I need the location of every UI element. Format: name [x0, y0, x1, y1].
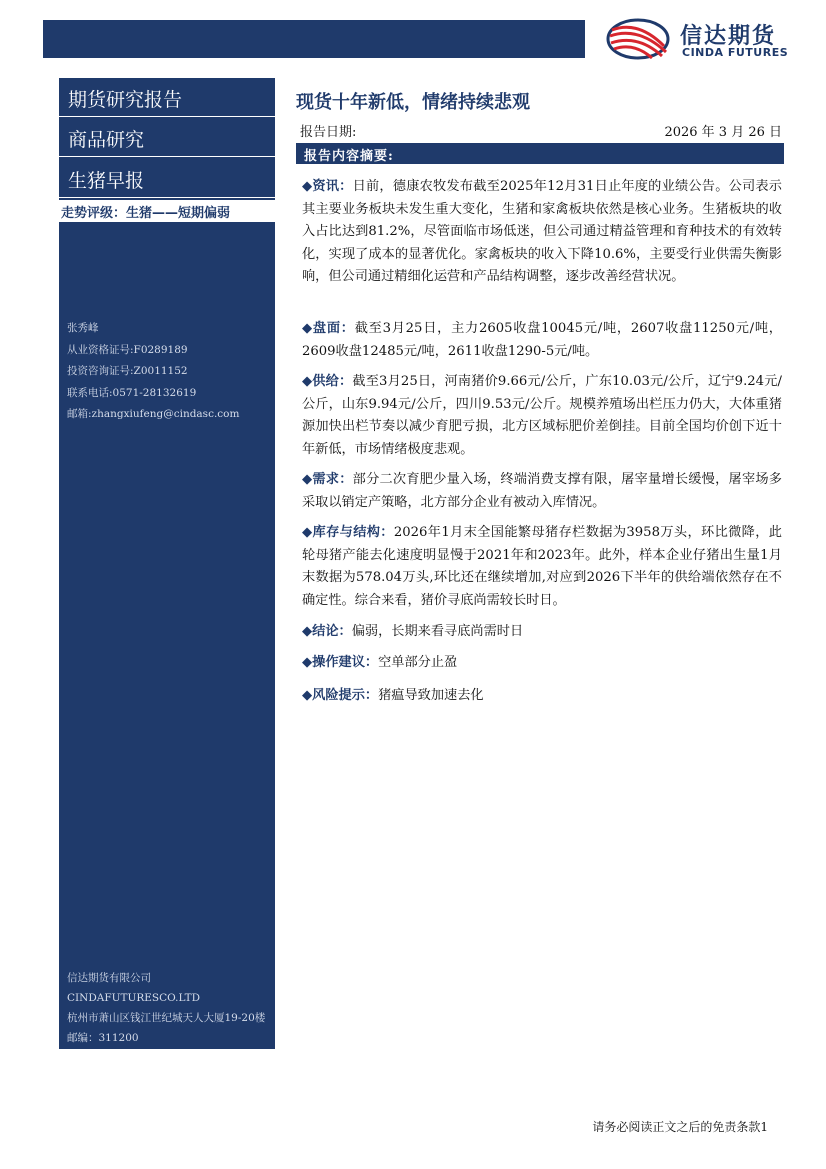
- section-heading: ◆操作建议：: [302, 655, 379, 670]
- summary-header: [296, 143, 784, 164]
- analyst-info: [67, 318, 239, 426]
- section-heading: ◆需求：: [302, 472, 353, 487]
- sidebar: [59, 78, 275, 1049]
- section-text: 偏弱，长期来看寻底尚需时日: [351, 624, 524, 639]
- company-address: 杭州市萧山区钱江世纪城天人大厦19-20楼: [67, 1012, 266, 1024]
- section-text: 日前，德康农牧发布截至2025年12月31日止年度的业绩公告。公司表示其主要业务板块未发生重大变化，生猪和家禽板块依然是核心业务。生猪板块的收入占比达到81.2%，尽管面临市场低迷，但公司通过精益管理和育种技术的有效转化，实现了成本的显著优化。家禽板块的收入下降10.6%，主要受行业供需失衡影响，但公司通过精细化运营和产品结构调整，逐步改善经营状况。: [302, 179, 782, 284]
- logo-cn: 信达期货: [680, 24, 777, 49]
- logo-en: CINDA FUTURES: [682, 46, 789, 59]
- section-text: 截至3月25日，河南猪价9.66元/公斤，广东10.03元/公斤，辽宁9.24元/公斤，山东9.94元/公斤，四川9.53元/公斤。规模养殖场出栏压力仍大，大体重猪源加快出栏节奏以减少育肥亏损，北方区域标肥价差倒挂。目前全国均价创下近十年新低，市场情绪极度悲观。: [302, 374, 782, 457]
- section-advice: [302, 652, 782, 675]
- section-text: 空单部分止盈: [378, 655, 458, 670]
- disclaimer-note: 请务必阅读正文之后的免责条款1: [592, 1120, 768, 1134]
- sidebar-item-label: 期货研究报告: [68, 89, 183, 111]
- section-heading: ◆盘面：: [302, 321, 355, 336]
- section-inventory: [302, 522, 782, 612]
- section-heading: ◆风险提示：: [302, 688, 379, 703]
- section-heading: ◆资讯：: [302, 179, 353, 194]
- company-info: [67, 968, 265, 1048]
- header-bar: [43, 20, 585, 58]
- section-risk: [302, 685, 782, 708]
- analyst-email[interactable]: 邮箱:zhangxiufeng@cindasc.com: [67, 408, 240, 420]
- section-conclusion: [302, 621, 782, 644]
- analyst-license: 从业资格证号:F0289189: [67, 343, 188, 356]
- sidebar-item-label: 商品研究: [68, 129, 145, 151]
- section-heading: ◆库存与结构：: [302, 525, 394, 540]
- section-text: 2026年1月末全国能繁母猪存栏数据为3958万头，环比微降，此轮母猪产能去化速度明显慢于2021年和2023年。此外，样本企业仔猪出生量1月末数据为578.04万头,环比还在继续增加,对应到2026下半年的供给端依然存在不确定性。综合来看，猪价寻底尚需较长时日。: [302, 525, 782, 608]
- sidebar-item-label: 生猪早报: [68, 170, 145, 192]
- sidebar-item-product: [59, 159, 275, 198]
- section-supply: [302, 371, 782, 461]
- section-heading: ◆结论：: [302, 624, 352, 639]
- page-title: 现货十年新低，情绪持续悲观: [296, 92, 530, 113]
- cinda-logo: [604, 16, 794, 62]
- section-market: [302, 318, 782, 363]
- report-date-value: 2026 年 3 月 26 日: [664, 125, 782, 140]
- section-heading: ◆供给：: [302, 374, 353, 389]
- report-date-label: 报告日期:: [300, 125, 357, 140]
- analyst-name: 张秀峰: [67, 322, 99, 334]
- summary-label: 报告内容摘要:: [304, 149, 394, 164]
- sidebar-item-report-type: [59, 78, 275, 117]
- report-date: [296, 121, 784, 141]
- company-name: 信达期货有限公司: [67, 972, 151, 984]
- sidebar-item-category: [59, 118, 275, 157]
- section-text: 猪瘟导致加速去化: [378, 688, 484, 703]
- analyst-consult: 投资咨询证号:Z0011152: [67, 365, 188, 377]
- trend-rating-text: 走势评级：生猪——短期偏弱: [61, 206, 231, 221]
- section-text: 截至3月25日，主力2605收盘10045元/吨，2607收盘11250元/吨，2609收盘12485元/吨，2611收盘1290-5元/吨。: [302, 321, 782, 359]
- logo-mark-icon: [604, 16, 674, 62]
- company-postcode: 邮编：311200: [67, 1032, 139, 1044]
- section-news: [302, 176, 782, 289]
- section-text: 部分二次育肥少量入场，终端消费支撑有限，屠宰量增长缓慢，屠宰场多采取以销定产策略，北方部分企业有被动入库情况。: [302, 472, 782, 510]
- company-name-en: CINDAFUTURESCO.LTD: [67, 992, 201, 1004]
- section-demand: [302, 469, 782, 514]
- analyst-phone: 联系电话:0571-28132619: [67, 386, 197, 399]
- trend-rating: [59, 200, 275, 222]
